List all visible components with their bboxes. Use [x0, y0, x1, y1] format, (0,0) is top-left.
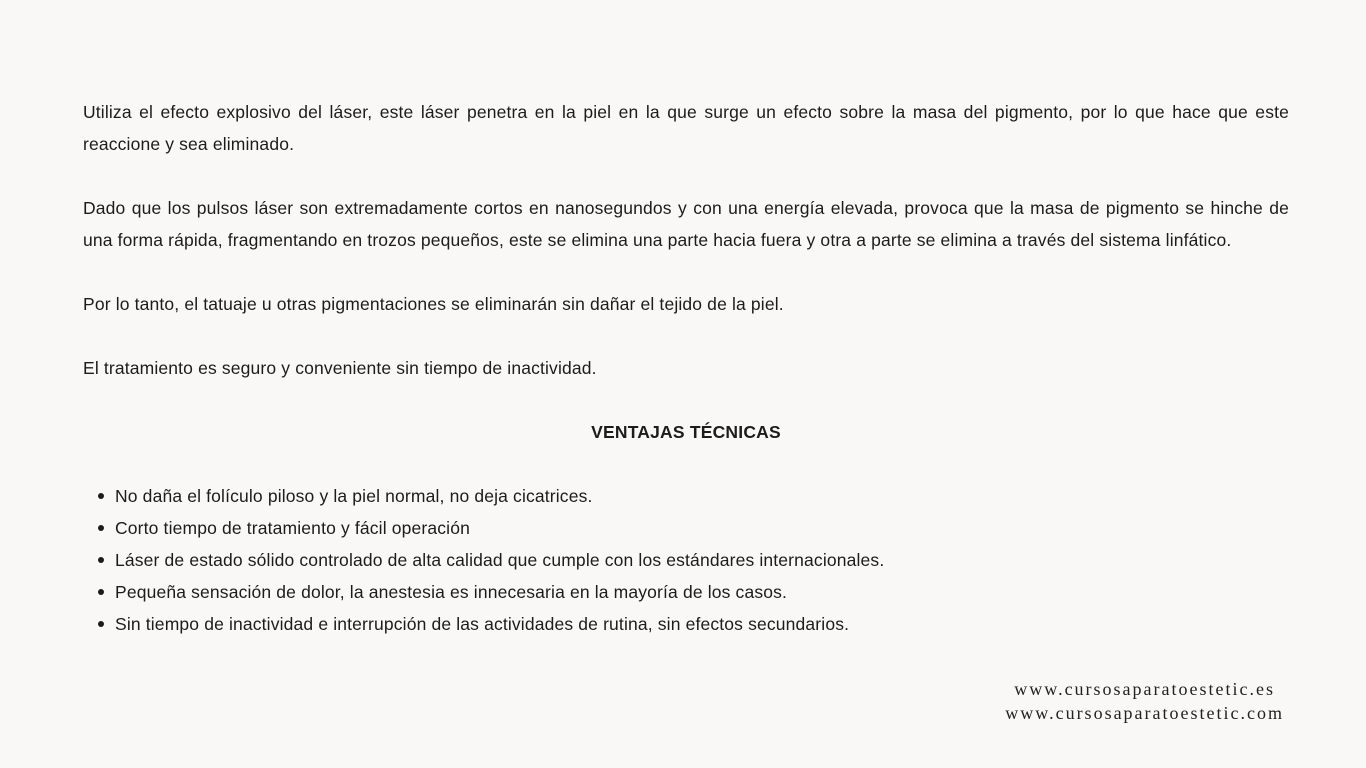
advantages-list [83, 480, 1289, 640]
paragraph-no-damage: Por lo tanto, el tatuaje u otras pigmentaciones se eliminarán sin dañar el tejido de la piel. [83, 294, 784, 314]
bullet-icon [98, 589, 104, 595]
list-item [115, 544, 1289, 576]
paragraph-safe-treatment: El tratamiento es seguro y conveniente sin tiempo de inactividad. [83, 358, 597, 378]
website-links [1005, 677, 1284, 725]
section-title: VENTAJAS TÉCNICAS [591, 422, 781, 442]
website-es: www.cursosaparatoestetic.es [1014, 679, 1275, 699]
bullet-icon [98, 525, 104, 531]
list-item-text: Láser de estado sólido controlado de alta calidad que cumple con los estándares internacionales. [115, 550, 885, 570]
list-item-text: Corto tiempo de tratamiento y fácil operación [115, 518, 470, 538]
paragraph-pulses: Dado que los pulsos láser son extremadamente cortos en nanosegundos y con una energía elevada, provoca que la masa de pigmento se hinche de una forma rápida, fragmentando en trozos pequeños, este se elimina una parte hacia fuera y otra a parte se elimina a través del sistema linfático. [83, 198, 1289, 250]
website-com: www.cursosaparatoestetic.com [1005, 703, 1284, 723]
list-item [115, 480, 1289, 512]
list-item-text: No daña el folículo piloso y la piel normal, no deja cicatrices. [115, 486, 593, 506]
list-item [115, 608, 1289, 640]
bullet-icon [98, 493, 104, 499]
paragraph-laser-effect: Utiliza el efecto explosivo del láser, este láser penetra en la piel en la que surge un efecto sobre la masa del pigmento, por lo que hace que este reaccione y sea eliminado. [83, 102, 1289, 154]
list-item [115, 576, 1289, 608]
list-item [115, 512, 1289, 544]
list-item-text: Sin tiempo de inactividad e interrupción de las actividades de rutina, sin efectos secundarios. [115, 614, 850, 634]
bullet-icon [98, 621, 104, 627]
list-item-text: Pequeña sensación de dolor, la anestesia es innecesaria en la mayoría de los casos. [115, 582, 788, 602]
bullet-icon [98, 557, 104, 563]
document-body [83, 96, 1289, 640]
